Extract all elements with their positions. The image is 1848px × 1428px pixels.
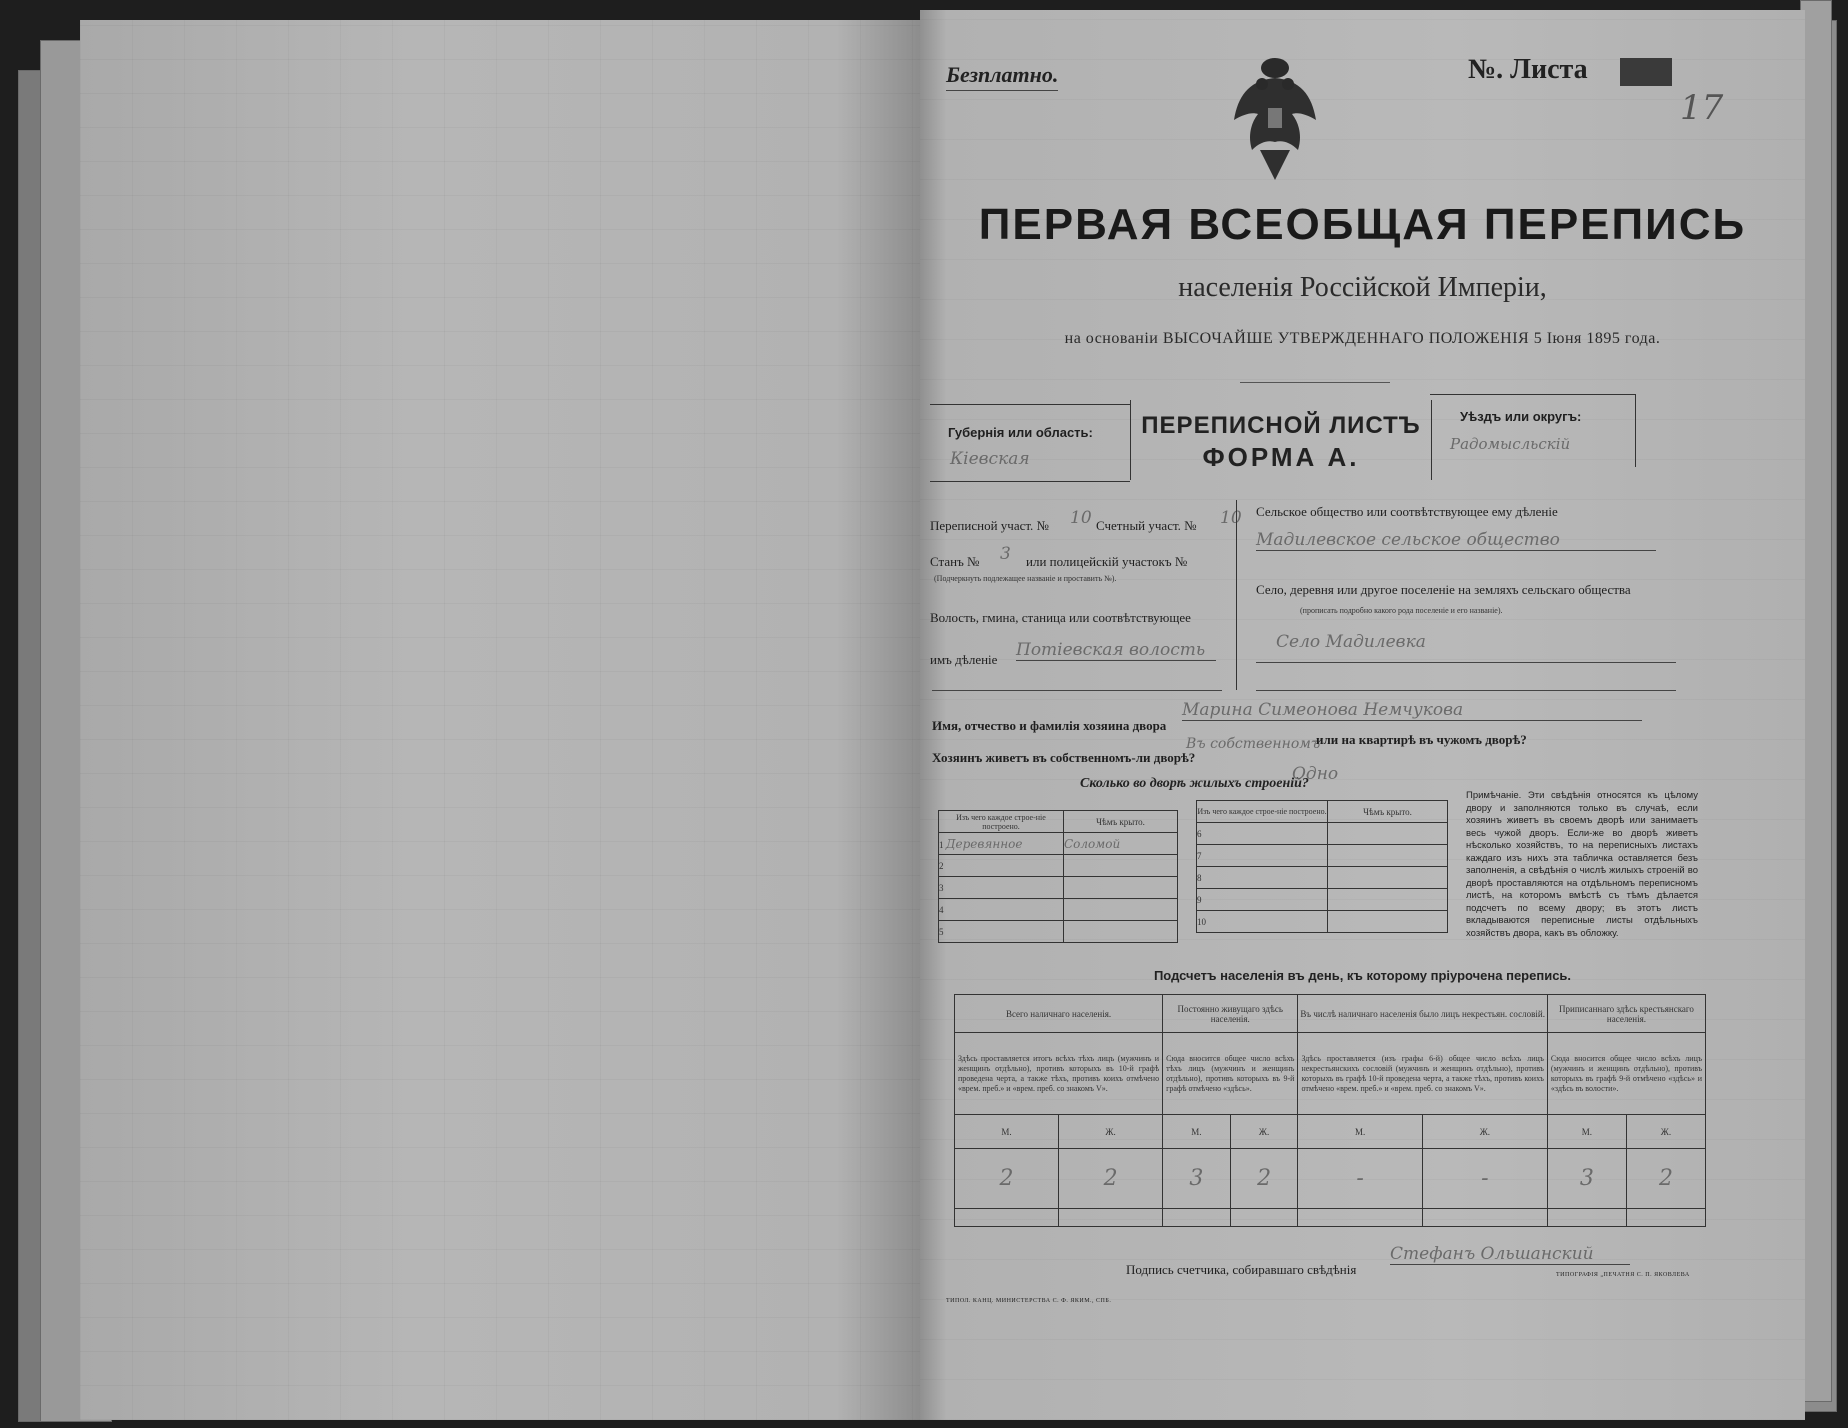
tally-f-value-4: 2 (1626, 1149, 1705, 1209)
double-headed-eagle-icon (1230, 50, 1320, 190)
buildings-note: Примѣчаніе. Эти свѣдѣнія относятся къ цѣлому двору и заполняются только въ случаѣ, если хозяинъ живетъ въ своемъ дворѣ или занимаетъ весь чужой дворъ. Если-же во дворѣ живетъ нѣсколько хозяйствъ, то на переписныхъ листахъ каждаго изъ нихъ эта табличка оставляется безъ заполненія, а свѣдѣнія о числѣ жилыхъ строеній во дворѣ проставляются на отдѣльномъ переписномъ листѣ, на которомъ вмѣстѣ съ тѣмъ дѣлается подсчетъ по всему двору; въ этотъ листъ вкладываются переписные листы отдѣльныхъ хозяйствъ двора, какъ въ обложку. (1466, 790, 1698, 939)
province-label: Губернія или область: (948, 425, 1093, 440)
buildings-table-right (1196, 800, 1448, 933)
tally-m-label-2: М. (1163, 1115, 1231, 1149)
tally-m-value-4: 3 (1547, 1149, 1626, 1209)
owner-name-value: Марина Симеонова Немчукова (1182, 700, 1642, 721)
village-note: (прописать подробно какого рода поселеніе и его названіе). (1300, 606, 1503, 615)
form-basis: на основаніи ВЫСОЧАЙШЕ УТВЕРЖДЕННАГО ПОЛОЖЕНІЯ 5 Іюня 1895 года. (1064, 330, 1661, 347)
police-label: или полицейскій участокъ № (1026, 554, 1188, 569)
buildings-label: Сколько во дворѣ жилыхъ строеній? (1080, 776, 1309, 791)
tally-head-present: Всего наличнаго населенія. (955, 995, 1163, 1033)
sheet-title-line1: ПЕРЕПИСНОЙ ЛИСТЪ (1141, 412, 1421, 439)
form-main-title: ПЕРВАЯ ВСЕОБЩАЯ ПЕРЕПИСЬ (978, 200, 1747, 249)
district-box (1430, 394, 1636, 467)
printer-left: ТИПОЛ. КАНЦ. МИНИСТЕРСТВА С. Ф. ЯКИМ., СПБ. (946, 1298, 1112, 1304)
village-line-2 (1256, 690, 1676, 691)
tally-desc-nonpeasant: Здѣсь проставляется (изъ графы 6-й) общее число всѣхъ лицъ некрестьянскихъ сословій (мужчинъ и женщинъ отдѣльно), противъ которыхъ въ графѣ 10-й проведена черта, а также тѣхъ, противъ коихъ отмѣчено «врем. преб.» и «врем. преб. со знакомъ V». (1298, 1033, 1547, 1115)
buildings-table-left (938, 810, 1178, 943)
tally-m-label-1: М. (955, 1115, 1059, 1149)
tally-f-label-4: Ж. (1626, 1115, 1705, 1149)
sheet-title-line2: ФОРМА А. (1202, 442, 1360, 472)
tally-m-value-2: 3 (1163, 1149, 1231, 1209)
building-roof-2 (1064, 855, 1178, 877)
owner-lives-value: Въ собственномъ (1186, 736, 1321, 752)
owner-name-label: Имя, отчество и фамилія хозяина двора (932, 718, 1167, 733)
printer-right: ТИПОГРАФІЯ „ПЕЧАТНЯ С. П. ЯКОВЛЕВА (1556, 1272, 1690, 1278)
count-district-value: 10 (1220, 508, 1242, 528)
left-page (80, 20, 922, 1420)
building-roof-4 (1064, 899, 1178, 921)
building-row-4: 4 (939, 899, 1064, 921)
count-district-label: Счетный участ. № (1096, 518, 1197, 533)
fields-divider (1236, 500, 1237, 690)
tally-table (954, 994, 1706, 1227)
building-row-9: 9 (1197, 889, 1328, 911)
ornament-divider (1240, 382, 1390, 383)
buildings-col-material: Изъ чего каждое строе-ніе построено. (939, 811, 1064, 833)
building-row-10: 10 (1197, 911, 1328, 933)
volost-extra-line (932, 690, 1222, 691)
tally-m-value-1: 2 (955, 1149, 1059, 1209)
tally-f-value-2: 2 (1230, 1149, 1298, 1209)
tally-f-label-3: Ж. (1422, 1115, 1547, 1149)
owner-lives-label-2: или на квартирѣ въ чужомъ дворѣ? (1316, 732, 1527, 747)
building-row-8: 8 (1197, 867, 1328, 889)
stan-note: (Подчеркнуть подлежащее названіе и проставить №). (934, 574, 1117, 583)
stan-label: Станъ № (930, 554, 980, 569)
buildings-col-roof-2: Чѣмъ крыто. (1328, 801, 1448, 823)
village-line (1256, 662, 1676, 663)
volost-label: Волость, гмина, станица или соотвѣтствующее (930, 610, 1191, 625)
census-form-page (920, 10, 1805, 1420)
tally-head-registered: Приписаннаго здѣсь крестьянскаго населенія. (1547, 995, 1705, 1033)
tally-m-label-3: М. (1298, 1115, 1422, 1149)
volost-value: Потіевская волость (1016, 640, 1216, 661)
building-row-3: 3 (939, 877, 1064, 899)
tally-f-label-2: Ж. (1230, 1115, 1298, 1149)
society-label: Сельское общество или соотвѣтствующее ему дѣленіе (1256, 504, 1558, 519)
province-value: Кіевская (950, 449, 1030, 469)
village-label: Село, деревня или другое поселеніе на земляхъ сельскаго общества (1256, 582, 1631, 597)
tally-desc-registered: Сюда вносится общее число всѣхъ лицъ (мужчинъ и женщинъ отдѣльно), противъ которыхъ въ графѣ 9-й отмѣчено «здѣсь» и «здѣсь въ волости». (1547, 1033, 1705, 1115)
signature-label: Подпись счетчика, собиравшаго свѣдѣнія (1126, 1262, 1357, 1277)
sheet-number-strike (1620, 58, 1672, 86)
buildings-col-roof: Чѣмъ крыто. (1064, 811, 1178, 833)
province-box (930, 404, 1130, 482)
buildings-value: Одно (1292, 764, 1339, 784)
building-row-1: 1 Деревянное (939, 833, 1064, 855)
tally-title: Подсчетъ населенія въ день, къ которому пріурочена перепись. (1153, 968, 1572, 983)
sheet-number-label: №. Листа (1468, 54, 1588, 85)
tally-f-value-3: - (1422, 1149, 1547, 1209)
sheet-title-box (1130, 400, 1432, 480)
free-label: Безплатно. (946, 62, 1058, 91)
building-roof-3 (1064, 877, 1178, 899)
building-row-2: 2 (939, 855, 1064, 877)
building-roof-5 (1064, 921, 1178, 943)
owner-lives-label: Хозяинъ живетъ въ собственномъ-ли дворѣ? (932, 750, 1196, 765)
building-roof-1: Соломой (1064, 833, 1178, 855)
tally-desc-permanent: Сюда вносится общее число всѣхъ тѣхъ лицъ (мужчинъ и женщинъ отдѣльно), противъ которыхъ въ 9-й графѣ отмѣчено «здѣсь». (1163, 1033, 1298, 1115)
building-row-6: 6 (1197, 823, 1328, 845)
district-value: Радомысльскій (1450, 435, 1571, 453)
census-district-value: 10 (1070, 508, 1092, 528)
tally-f-value-1: 2 (1059, 1149, 1163, 1209)
tally-m-value-3: - (1298, 1149, 1422, 1209)
tally-f-label-1: Ж. (1059, 1115, 1163, 1149)
census-district-label: Переписной участ. № (930, 518, 1049, 533)
district-label: Уѣздъ или округъ: (1460, 409, 1582, 424)
tally-head-permanent: Постоянно живущаго здѣсь населенія. (1163, 995, 1298, 1033)
sheet-number-value: 17 (1680, 88, 1724, 128)
signature-value: Стефанъ Ольшанский (1390, 1244, 1630, 1265)
volost-label-2: имъ дѣленіе (930, 652, 998, 667)
building-row-7: 7 (1197, 845, 1328, 867)
tally-head-nonpeasant: Въ числѣ наличнаго населенія было лицъ некрестьян. сословій. (1298, 995, 1547, 1033)
form-subtitle: населенія Россійской Имперіи, (1178, 272, 1547, 303)
tally-desc-present: Здѣсь проставляется итогъ всѣхъ тѣхъ лицъ (мужчинъ и женщинъ отдѣльно), противъ которыхъ въ 10-й графѣ проведена черта, а также тѣхъ, противъ коихъ отмѣчено «врем. преб.» и «врем. преб. со знакомъ V». (955, 1033, 1163, 1115)
tally-m-label-4: М. (1547, 1115, 1626, 1149)
village-value: Село Мадилевка (1276, 632, 1426, 652)
buildings-col-material-2: Изъ чего каждое строе-ніе построено. (1197, 801, 1328, 823)
stan-value: 3 (1000, 544, 1011, 564)
building-row-5: 5 (939, 921, 1064, 943)
society-value: Мадилевское сельское общество (1256, 530, 1656, 551)
